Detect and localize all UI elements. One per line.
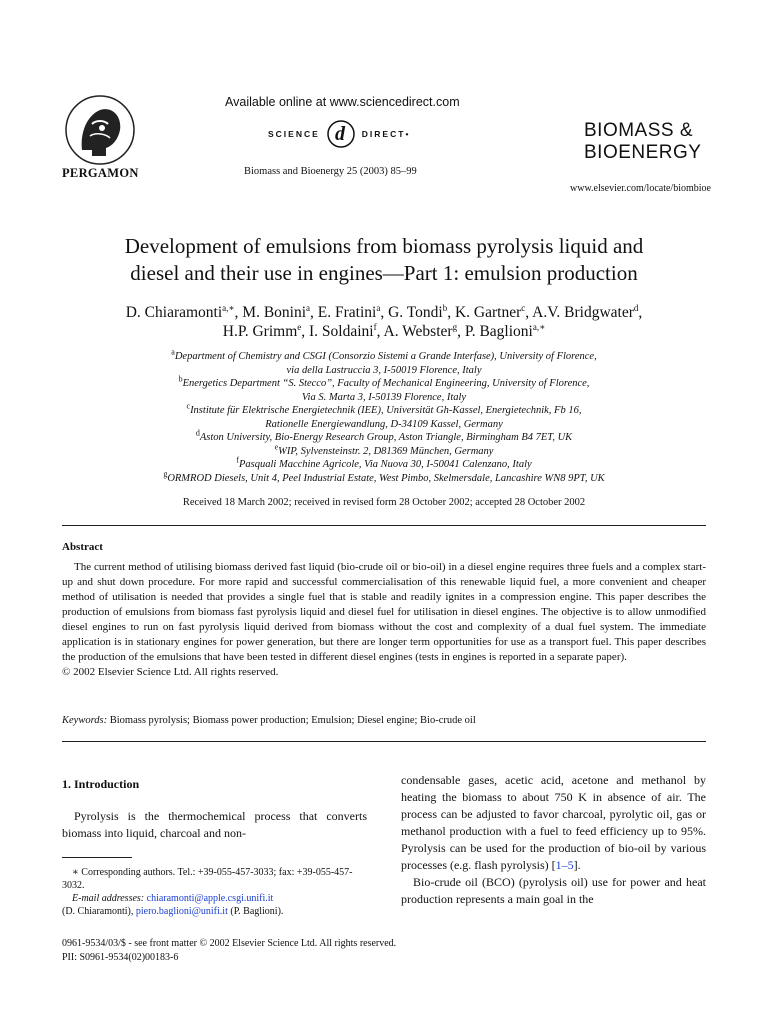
affiliations xyxy=(60,347,708,485)
author-affiliation-mark: a xyxy=(376,302,381,313)
article-title: Development of emulsions from biomass pyrolysis liquid and diesel and their use in engines—Part 1: emulsion production xyxy=(124,234,644,285)
author-name: A.V. Bridgwater xyxy=(532,304,634,321)
intro-right-column: condensable gases, acetic acid, acetone and methanol by heating the biomass to about 750 K in absence of air. The process can be adjusted to favor charcoal, pyrolytic oil, gas or methanol production with a fuel to feed efficiency up to 95%. Pyrolysis can be used for the production of bio-oil by various processes (e.g. flash pyrolysis) [1–5]. Bio-crude oil (BCO) (pyrolysis oil) use for power and heat production represents a main goal in the xyxy=(401,773,706,906)
author-affiliation-mark: a xyxy=(306,302,311,313)
tree-logo-icon xyxy=(62,94,138,170)
divider xyxy=(62,741,706,742)
author-name: P. Baglioni xyxy=(464,323,533,340)
divider xyxy=(62,525,706,526)
affiliation-address: Via S. Marta 3, I-50139 Florence, Italy xyxy=(301,391,467,403)
abstract-body: The current method of utilising biomass derived fast liquid (bio-crude oil or bio-oil) in a diesel engine requires three fuels and a complex start-up and shut down procedure. For more rapid and successful commercialisation of this renewable liquid fuel, a more convenient and cheaper method of utilisation is needed that provides a single fuel that is stable and readily ignites in a compression engine. This paper describes the production of emulsions from biomass fast pyrolysis liquid and diesel fuel for utilisation in diesel engines. The objective is to allow unmodified diesel engines to run on fast pyrolysis liquid derived from biomass without the cost and complexity of a dual fuel system. The immediate application is in stationary engines for power generation, but there are longer term opportunities for use as a transport fuel. This paper describes the production of the emulsions that have been tested in different diesel engines (tests in engines is reported in a separate paper). © 2002 Elsevier Science Ltd. All rights reserved. xyxy=(62,561,706,678)
intro-left-column: Pyrolysis is the thermochemical process that converts biomass into liquid, charcoal and non- xyxy=(62,809,367,840)
keywords: Keywords: Biomass pyrolysis; Biomass power production; Emulsion; Diesel engine; Bio-crude oil xyxy=(62,715,476,726)
author-name: I. Soldaini xyxy=(309,323,374,340)
author-name: H.P. Grimm xyxy=(222,323,298,340)
author-affiliation-mark: g xyxy=(452,321,458,332)
footnote: ∗ Corresponding authors. Tel.: +39-055-457-3033; fax: +39-055-457-3032. E-mail addresses: chiaramonti@apple.csgi.unifi.it (D. Chiaramonti), piero.baglioni@unifi.it (P. Baglioni). xyxy=(62,867,353,917)
received-dates: Received 18 March 2002; received in revised form 28 October 2002; accepted 28 October 2002 xyxy=(182,497,586,508)
affiliation-item: $^b$Energetics Department “S. Stecco”, Faculty of Mechanical Engineering, University of Florence, xyxy=(178,374,590,389)
author-affiliation-mark: a,∗ xyxy=(532,321,546,332)
author-name: E. Fratini xyxy=(317,304,377,321)
author-affiliation-mark: e xyxy=(297,321,302,332)
svg-text:d: d xyxy=(334,123,347,145)
affiliation-item: $^g$ORMROD Diesels, Unit 4, Peel Industrial Estate, West Pimbo, Skelmersdale, Lancashire WN8 9PT, UK xyxy=(163,469,605,484)
journal-brand: BIOMASS & BIOENERGY xyxy=(584,120,702,163)
page-footer: 0961-9534/03/$ - see front matter © 2002 Elsevier Science Ltd. All rights reserved. PII: S0961-9534(02)00183-6 xyxy=(62,938,397,963)
journal-url: www.elsevier.com/locate/biombioe xyxy=(570,183,711,194)
available-online-text: Available online at www.sciencedirect.com xyxy=(225,95,460,109)
author-name: K. Gartner xyxy=(454,304,522,321)
sciencedirect-at-icon xyxy=(326,119,356,149)
author-name: M. Bonini xyxy=(242,304,307,321)
copyright-line: © 2002 Elsevier Science Ltd. All rights reserved. xyxy=(62,666,279,678)
reference-link[interactable]: 1–5 xyxy=(555,858,574,872)
author-name: D. Chiaramonti xyxy=(125,304,223,321)
author-affiliation-mark: f xyxy=(373,321,377,332)
sciencedirect-right: DIRECT xyxy=(361,129,406,139)
author-affiliation-mark: b xyxy=(442,302,448,313)
sciencedirect-logo: SCIENCE d DIRECT • xyxy=(268,116,410,152)
abstract-heading: Abstract xyxy=(62,541,103,553)
author-name: A. Webster xyxy=(383,323,453,340)
sciencedirect-left: SCIENCE xyxy=(268,129,320,139)
email-link[interactable]: piero.baglioni@unifi.it xyxy=(135,906,228,917)
section-heading: 1. Introduction xyxy=(62,777,140,791)
author-affiliation-mark: c xyxy=(521,302,526,313)
elsevier-tree-logo xyxy=(62,94,138,170)
email-link[interactable]: chiaramonti@apple.csgi.unifi.it xyxy=(146,893,274,904)
author-line-1: D. Chiaramonti$^{a,∗}$, M. Bonini$^a$, E. Fratini$^a$, G. Tondi$^b$, K. Gartner$^c$, A.V. Bridgwater$^d$, xyxy=(125,302,643,321)
affiliation-item: $^d$Aston University, Bio-Energy Research Group, Aston Triangle, Birmingham B4 7ET, UK xyxy=(195,428,573,443)
publisher-name: PERGAMON xyxy=(62,166,139,180)
affiliation-item: $^e$WIP, Sylvensteinstr. 2, D81369 München, Germany xyxy=(274,442,494,457)
affiliation-item: $^c$Institute für Elektrische Energietechnik (IEE), Universität Gh-Kassel, Energietechnik, Fb 16, xyxy=(186,401,582,416)
author-line-2: H.P. Grimm$^e$, I. Soldaini$^f$, A. Webster$^g$, P. Baglioni$^{a,∗}$ xyxy=(222,321,546,340)
author-affiliation-mark: d xyxy=(633,302,639,313)
author-affiliation-mark: a,∗ xyxy=(222,302,235,313)
affiliation-address: Rationelle Energiewandlung, D-34109 Kassel, Germany xyxy=(265,418,503,430)
author-list xyxy=(40,303,728,341)
affiliation-address: via della Lastruccia 3, I-50019 Florence, Italy xyxy=(286,364,482,376)
affiliation-item: $^f$Pasquali Macchine Agricole, Via Nuova 30, I-50041 Calenzano, Italy xyxy=(236,455,532,470)
author-name: G. Tondi xyxy=(388,304,443,321)
affiliation-item: $^a$Department of Chemistry and CSGI (Consorzio Sistemi a Grande Interfase), University of Florence, xyxy=(171,347,597,362)
footnote-rule xyxy=(62,857,132,858)
